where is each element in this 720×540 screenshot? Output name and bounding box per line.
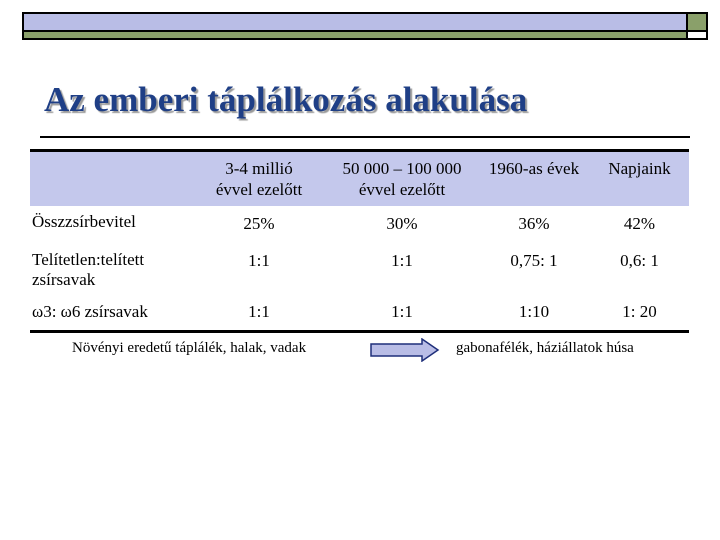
table-cell: 0,6: 1: [620, 251, 659, 270]
table-cell: 30%: [386, 214, 418, 233]
header-col-3-line1: 1960-as évek: [488, 159, 580, 178]
top-bar-square-white: [688, 30, 706, 38]
row-label-line2: zsírsavak: [32, 270, 96, 289]
footnote-left: Növényi eredetű táplálék, halak, vadak: [72, 340, 307, 356]
row-label: Telítetlen:telített: [32, 250, 145, 269]
title-underline: [40, 136, 690, 138]
table-cell: 1: 20: [622, 302, 657, 321]
header-blank-cell: [30, 152, 190, 206]
table-row: [30, 296, 689, 330]
table-cell: 36%: [518, 214, 550, 233]
table-cell: 0,75: 1: [510, 251, 558, 270]
header-col-2-line2: évvel ezelőtt: [358, 180, 446, 199]
top-bar-upper: [24, 14, 688, 30]
footnote-right: gabonafélék, háziállatok húsa: [456, 340, 634, 356]
header-col-1-line2: évvel ezelőtt: [215, 180, 303, 199]
table-cell: 1:1: [248, 251, 270, 270]
table-cell: 1:1: [391, 251, 413, 270]
top-decorative-bar: [22, 12, 708, 40]
table-cell: 42%: [623, 214, 656, 233]
header-col-1: [192, 158, 326, 200]
header-col-1-line1: 3-4 millió: [225, 159, 293, 178]
header-col-3: [478, 158, 590, 179]
top-bar-square-green: [688, 14, 706, 30]
table-row: [30, 206, 689, 242]
table-cell: 1:1: [391, 302, 413, 321]
row-label: ω3: ω6 zsírsavak: [32, 302, 148, 321]
header-col-2-line1: 50 000 – 100 000: [342, 159, 462, 178]
header-col-2: [326, 158, 478, 200]
slide-title: Az emberi táplálkozás alakulása: [44, 80, 528, 119]
right-arrow-icon: [370, 338, 440, 362]
header-col-4: [590, 158, 689, 179]
header-col-4-line1: Napjaink: [608, 159, 671, 178]
table-cell: 1:1: [248, 302, 270, 321]
table-header: [30, 152, 689, 206]
diet-table: [30, 149, 689, 333]
top-bar-lower: [24, 30, 688, 38]
table-cell: 1:10: [518, 302, 550, 321]
table-cell: 25%: [243, 214, 275, 233]
row-label: Összzsírbevitel: [32, 212, 136, 231]
table-row: [30, 242, 689, 296]
